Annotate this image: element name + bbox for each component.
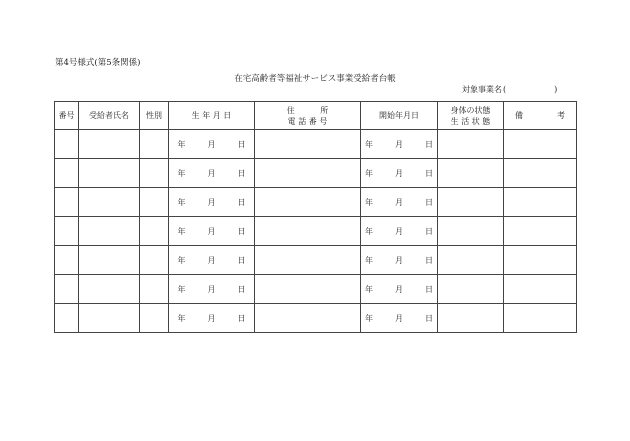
month-unit: 月	[395, 284, 403, 294]
gender-cell[interactable]	[140, 159, 169, 188]
header-condition	[438, 102, 504, 130]
recipient-name-cell[interactable]	[79, 188, 140, 217]
birth-date-cell[interactable]	[169, 130, 255, 159]
month-unit: 月	[207, 313, 216, 323]
month-unit: 月	[207, 197, 216, 207]
gender-cell[interactable]	[140, 130, 169, 159]
birth-date-cell[interactable]	[169, 304, 255, 333]
target-program-line	[462, 84, 557, 95]
header-recipient-name: 受給者氏名	[79, 102, 140, 130]
remarks-cell[interactable]	[504, 159, 577, 188]
condition-cell[interactable]	[438, 188, 504, 217]
recipient-name-cell[interactable]	[79, 159, 140, 188]
year-unit: 年	[365, 226, 373, 236]
year-unit: 年	[177, 255, 186, 265]
header-row	[55, 102, 577, 130]
header-phone: 電 話 番 号	[287, 116, 328, 126]
address-phone-cell[interactable]	[255, 304, 361, 333]
day-unit: 日	[425, 168, 433, 178]
number-cell[interactable]	[55, 246, 79, 275]
header-address: 住 所	[286, 105, 329, 115]
gender-cell[interactable]	[140, 304, 169, 333]
address-phone-cell[interactable]	[255, 188, 361, 217]
start-date-cell[interactable]	[361, 275, 438, 304]
document-title: 在宅高齢者等福祉サービス事業受給者台帳	[234, 74, 396, 84]
recipient-name-cell[interactable]	[79, 246, 140, 275]
target-program-label: 対象事業名	[462, 85, 502, 94]
table-row	[55, 246, 577, 275]
birth-date-cell[interactable]	[169, 246, 255, 275]
recipient-name-cell[interactable]	[79, 130, 140, 159]
table-row	[55, 188, 577, 217]
year-unit: 年	[177, 313, 186, 323]
day-unit: 日	[237, 226, 246, 236]
table-row	[55, 130, 577, 159]
table-row	[55, 159, 577, 188]
header-gender: 性別	[140, 102, 169, 130]
target-open-paren: (	[503, 85, 507, 94]
birth-date-cell[interactable]	[169, 159, 255, 188]
condition-cell[interactable]	[438, 217, 504, 246]
month-unit: 月	[395, 139, 403, 149]
recipient-name-cell[interactable]	[79, 304, 140, 333]
number-cell[interactable]	[55, 304, 79, 333]
year-unit: 年	[177, 284, 186, 294]
day-unit: 日	[425, 226, 433, 236]
year-unit: 年	[365, 255, 373, 265]
remarks-cell[interactable]	[504, 304, 577, 333]
year-unit: 年	[365, 139, 373, 149]
start-date-cell[interactable]	[361, 130, 438, 159]
header-physical-condition: 身体の状態	[450, 105, 491, 115]
month-unit: 月	[207, 255, 216, 265]
header-remarks-char2: 考	[557, 111, 565, 120]
year-unit: 年	[177, 226, 186, 236]
month-unit: 月	[395, 168, 403, 178]
number-cell[interactable]	[55, 217, 79, 246]
gender-cell[interactable]	[140, 246, 169, 275]
address-phone-cell[interactable]	[255, 217, 361, 246]
day-unit: 日	[425, 284, 433, 294]
birth-date-cell[interactable]	[169, 217, 255, 246]
address-phone-cell[interactable]	[255, 246, 361, 275]
month-unit: 月	[395, 313, 403, 323]
day-unit: 日	[425, 139, 433, 149]
day-unit: 日	[237, 284, 246, 294]
target-close-paren: )	[554, 85, 558, 94]
number-cell[interactable]	[55, 188, 79, 217]
address-phone-cell[interactable]	[255, 130, 361, 159]
day-unit: 日	[237, 313, 246, 323]
month-unit: 月	[207, 139, 216, 149]
start-date-cell[interactable]	[361, 217, 438, 246]
header-start-date: 開始年月日	[361, 102, 438, 130]
year-unit: 年	[177, 139, 186, 149]
month-unit: 月	[395, 226, 403, 236]
day-unit: 日	[425, 255, 433, 265]
table-row	[55, 275, 577, 304]
start-date-cell[interactable]	[361, 159, 438, 188]
year-unit: 年	[365, 284, 373, 294]
remarks-cell[interactable]	[504, 275, 577, 304]
start-date-cell[interactable]	[361, 246, 438, 275]
number-cell[interactable]	[55, 159, 79, 188]
header-remarks	[504, 102, 577, 130]
recipient-name-cell[interactable]	[79, 217, 140, 246]
condition-cell[interactable]	[438, 275, 504, 304]
number-cell[interactable]	[55, 275, 79, 304]
remarks-cell[interactable]	[504, 217, 577, 246]
month-unit: 月	[207, 284, 216, 294]
header-number: 番号	[55, 102, 79, 130]
start-date-cell[interactable]	[361, 188, 438, 217]
gender-cell[interactable]	[140, 275, 169, 304]
gender-cell[interactable]	[140, 188, 169, 217]
birth-date-cell[interactable]	[169, 275, 255, 304]
condition-cell[interactable]	[438, 130, 504, 159]
day-unit: 日	[237, 139, 246, 149]
day-unit: 日	[425, 313, 433, 323]
condition-cell[interactable]	[438, 304, 504, 333]
birth-date-cell[interactable]	[169, 188, 255, 217]
day-unit: 日	[237, 197, 246, 207]
header-remarks-char1: 備	[515, 111, 523, 120]
month-unit: 月	[395, 255, 403, 265]
month-unit: 月	[207, 226, 216, 236]
remarks-cell[interactable]	[504, 188, 577, 217]
year-unit: 年	[365, 197, 373, 207]
header-living-condition: 生 活 状 態	[450, 116, 491, 126]
start-date-cell[interactable]	[361, 304, 438, 333]
register-table	[54, 101, 577, 333]
header-address-phone	[255, 102, 361, 130]
year-unit: 年	[365, 168, 373, 178]
table-row	[55, 304, 577, 333]
recipient-name-cell[interactable]	[79, 275, 140, 304]
day-unit: 日	[237, 255, 246, 265]
month-unit: 月	[207, 168, 216, 178]
year-unit: 年	[365, 313, 373, 323]
month-unit: 月	[395, 197, 403, 207]
address-phone-cell[interactable]	[255, 275, 361, 304]
table-row	[55, 217, 577, 246]
condition-cell[interactable]	[438, 246, 504, 275]
condition-cell[interactable]	[438, 159, 504, 188]
gender-cell[interactable]	[140, 217, 169, 246]
header-birth-date: 生 年 月 日	[169, 102, 255, 130]
address-phone-cell[interactable]	[255, 159, 361, 188]
year-unit: 年	[177, 168, 186, 178]
day-unit: 日	[237, 168, 246, 178]
form-number: 第4号様式(第5条関係)	[55, 58, 141, 68]
remarks-cell[interactable]	[504, 130, 577, 159]
remarks-cell[interactable]	[504, 246, 577, 275]
day-unit: 日	[425, 197, 433, 207]
number-cell[interactable]	[55, 130, 79, 159]
year-unit: 年	[177, 197, 186, 207]
